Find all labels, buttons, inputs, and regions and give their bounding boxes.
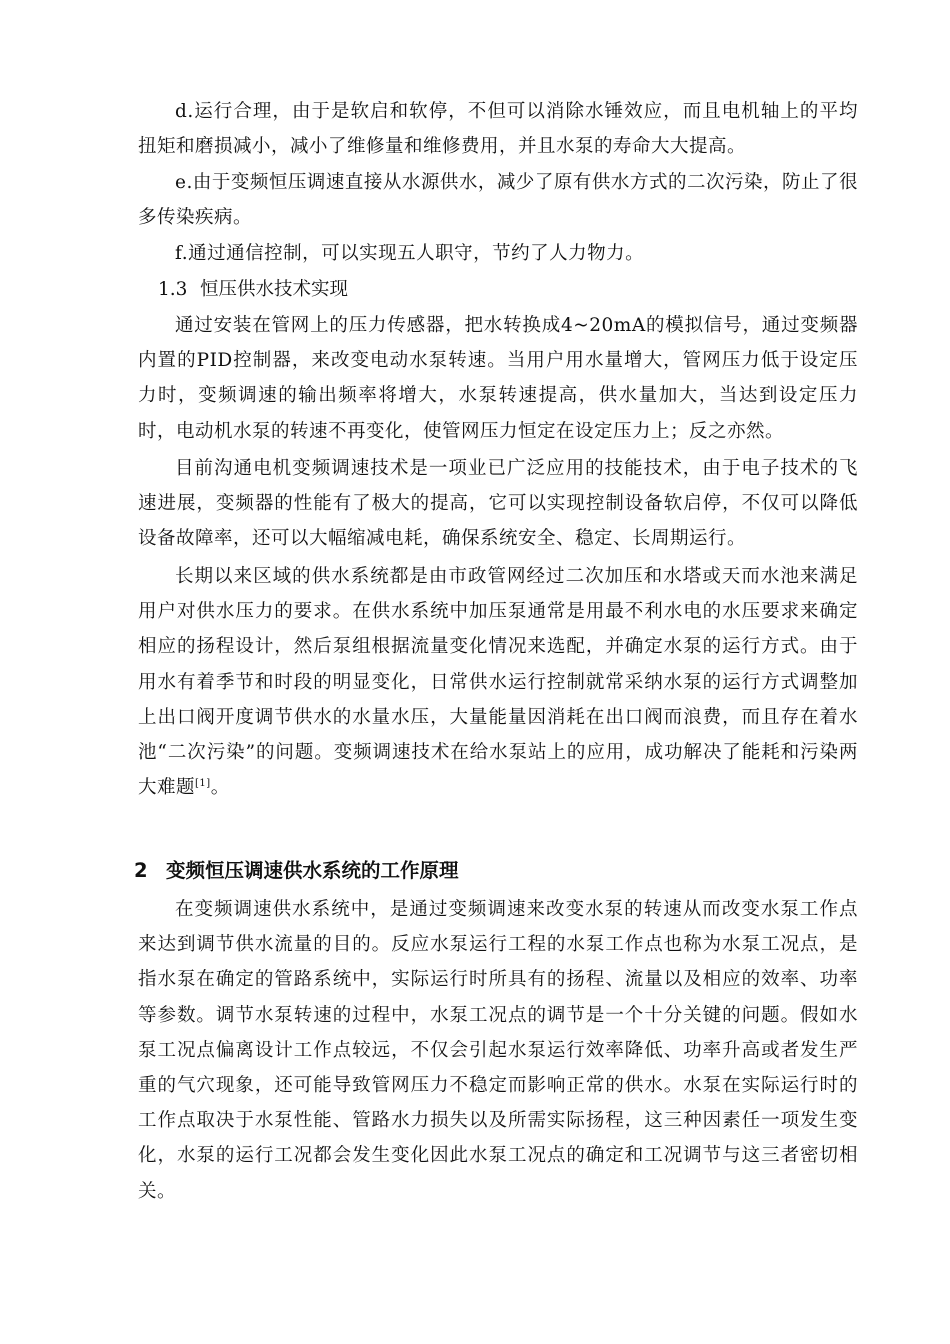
paragraph-f: f.通过通信控制，可以实现五人职守，节约了人力物力。 <box>175 243 645 264</box>
section-1-3-title: 恒压供水技术实现 <box>200 279 349 300</box>
section-1-3-heading <box>158 272 348 307</box>
section-1-3-number: 1.3 <box>158 279 188 300</box>
paragraph-d: d.运行合理，由于是软启和软停，不但可以消除水锤效应，而且电机轴上的平均扭矩和磨损减小，减小了维修量和维修费用，并且水泵的寿命大大提高。 <box>138 101 858 158</box>
section-2-heading <box>134 851 459 891</box>
section-1-3-paragraph-3-text: 长期以来区域的供水系统都是由市政管网经过二次加压和水塔或天而水池来满足用户对供水压力的要求。在供水系统中加压泵通常是用最不利水电的水压要求来确定相应的扬程设计，然后泵组根据流量变化情况来选配，并确定水泵的运行方式。由于用水有着季节和时段的明显变化，日常供水运行控制就常采纳水泵的运行方式调整加上出口阀开度调节供水的水量水压，大量能量因消耗在出口阀而浪费，而且存在着水池“二次污染”的问题。变频调速技术在给水泵站上的应用，成功解决了能耗和污染两大难题 <box>138 566 858 799</box>
paragraph-e: e.由于变频恒压调速直接从水源供水，减少了原有供水方式的二次污染，防止了很多传染疾病。 <box>138 172 858 229</box>
citation-ref: [1] <box>195 778 211 790</box>
section-2-number: 2 <box>134 859 148 882</box>
section-1-3-paragraph-3-end: 。 <box>210 777 230 799</box>
section-1-3-paragraph-3 <box>138 559 858 805</box>
section-2-title: 变频恒压调速供水系统的工作原理 <box>166 859 459 882</box>
section-2-paragraph-1: 在变频调速供水系统中，是通过变频调速来改变水泵的转速从而改变水泵工作点来达到调节供水流量的目的。反应水泵运行工程的水泵工作点也称为水泵工况点，是指水泵在确定的管路系统中，实际运行时所具有的扬程、流量以及相应的效率、功率等参数。调节水泵转速的过程中，水泵工况点的调节是一个十分关键的问题。假如水泵工况点偏离设计工作点较远，不仅会引起水泵运行效率降低、功率升高或者发生严重的气穴现象，还可能导致管网压力不稳定而影响正常的供水。水泵在实际运行时的工作点取决于水泵性能、管路水力损失以及所需实际扬程，这三种因素任一项发生变化，水泵的运行工况都会发生变化因此水泵工况点的确定和工况调节与这三者密切相关。 <box>138 899 858 1202</box>
section-1-3-paragraph-2: 目前沟通电机变频调速技术是一项业已广泛应用的技能技术，由于电子技术的飞速进展，变频器的性能有了极大的提高，它可以实现控制设备软启停，不仅可以降低设备故障率，还可以大幅缩减电耗，确保系统安全、稳定、长周期运行。 <box>138 458 858 550</box>
section-1-3-paragraph-1: 通过安装在管网上的压力传感器，把水转换成4~20mA的模拟信号，通过变频器内置的PID控制器，来改变电动水泵转速。当用户用水量增大，管网压力低于设定压力时，变频调速的输出频率将增大，水泵转速提高，供水量加大，当达到设定压力时，电动机水泵的转速不再变化，使管网压力恒定在设定压力上；反之亦然。 <box>138 315 858 442</box>
